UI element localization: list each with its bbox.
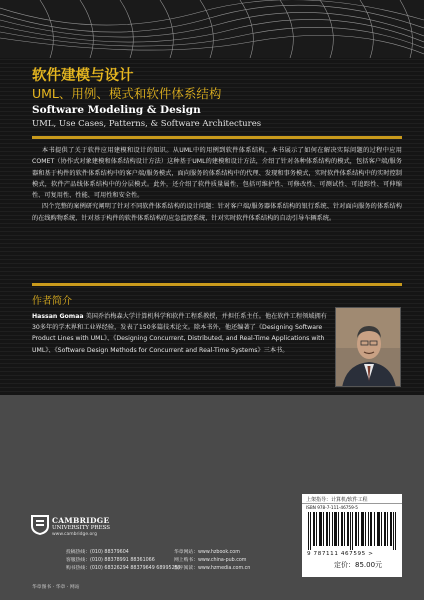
publisher-sub: UNIVERSITY PRESS bbox=[52, 525, 111, 531]
contact-label: 数字阅读： bbox=[174, 566, 198, 571]
description bbox=[32, 145, 402, 224]
isbn-digits: 9 787111 467595 > bbox=[307, 551, 374, 557]
isbn-label: ISBN 978-7-111-46759-5 bbox=[306, 505, 358, 510]
author-name: Hassan Gomaa bbox=[32, 313, 84, 320]
divider-rule bbox=[32, 136, 402, 139]
title-zh: 软件建模与设计 bbox=[32, 68, 134, 84]
contact-label: 购书热线： bbox=[66, 566, 90, 571]
publisher-name: CAMBRIDGE bbox=[52, 516, 110, 525]
contact-online-shop bbox=[174, 556, 246, 563]
author-bio bbox=[32, 311, 332, 356]
cambridge-shield-icon bbox=[30, 514, 50, 536]
shelf-category: 上架指导：计算机/软件工程 bbox=[302, 494, 402, 504]
contact-value: www.hzbook.com bbox=[198, 550, 240, 555]
barcode-icon bbox=[308, 512, 396, 550]
divider-rule bbox=[32, 283, 402, 286]
isbn-block bbox=[302, 494, 402, 577]
author-bio-text: 美国乔治梅森大学计算机科学和软件工程系教授，并担任系主任。他在软件工程领域拥有30多年的学术界和工业界经验，发表了150多篇技术论文。除本书外，他还编著了《Designing Software Product Lines with UML》、《Designing Concurrent, Distributed, and Real-Time Applications with UML》、《Software Design Methods for Concurrent and Real-Time Systems》三本书。 bbox=[32, 313, 327, 354]
description-paragraph-2: 四个完整的案例研究阐明了针对不同软件体系结构的设计问题：针对客户端/服务器体系结构的银行系统、针对面向服务的体系结构的在线购物系统、针对基于构件的软件体系结构的应急监控系统、针对实时软件体系结构的自动引导车辆系统。 bbox=[32, 203, 402, 222]
contact-digital bbox=[174, 564, 250, 571]
price-label: 定价：85.00元 bbox=[334, 561, 383, 569]
contact-label: 网上购书： bbox=[174, 558, 198, 563]
contact-value: (010) 88378991 88361066 bbox=[90, 558, 155, 563]
author-photo bbox=[335, 307, 401, 387]
description-paragraph-1: 本书提供了关于软件应用建模和设计的知识。从UML中的用例到软件体系结构，本书展示了如何在解决实际问题的过程中应用COMET（协作式对象建模和体系结构设计方法）这种基于UML的建模和设计方法，介绍了针对各种体系结构的模式，包括客户端/服务器和基于构件的软件体系结构中的客户端/服务模式，面向服务的体系结构中的代理、发现和事务模式，实时软件体系结构中的实时控制模式，软件产品线体系结构中的分层模式。此外，还介绍了软件质量属性，包括可维护性、可修改性、可测试性、可追踪性、可伸缩性、可复用性、性能、可用性和安全性。 bbox=[32, 147, 402, 200]
contact-value: (010) 88379604 bbox=[90, 550, 129, 555]
contact-value: www.hzmedia.com.cn bbox=[198, 566, 251, 571]
author-heading: 作者简介 bbox=[32, 296, 72, 307]
contact-orders bbox=[66, 564, 181, 571]
contact-service bbox=[66, 556, 155, 563]
subtitle-zh: UML、用例、模式和软件体系结构 bbox=[32, 86, 222, 101]
wire-mesh-graphic bbox=[0, 0, 424, 58]
contact-value: www.china-pub.com bbox=[198, 558, 247, 563]
contact-submission bbox=[66, 548, 129, 555]
contact-website bbox=[174, 548, 240, 555]
contact-label: 投稿热线： bbox=[66, 550, 90, 555]
title-en: Software Modeling & Design bbox=[32, 104, 201, 116]
contact-label: 华章网站： bbox=[174, 550, 198, 555]
subtitle-en: UML, Use Cases, Patterns, & Software Architectures bbox=[32, 119, 262, 129]
contact-label: 客服热线： bbox=[66, 558, 90, 563]
contact-value: (010) 68326294 88379649 68995259 bbox=[90, 566, 181, 571]
imprint-line: 华章图书 · 华章 · 网站 bbox=[32, 585, 80, 590]
publisher-url: www.cambridge.org bbox=[52, 532, 97, 537]
